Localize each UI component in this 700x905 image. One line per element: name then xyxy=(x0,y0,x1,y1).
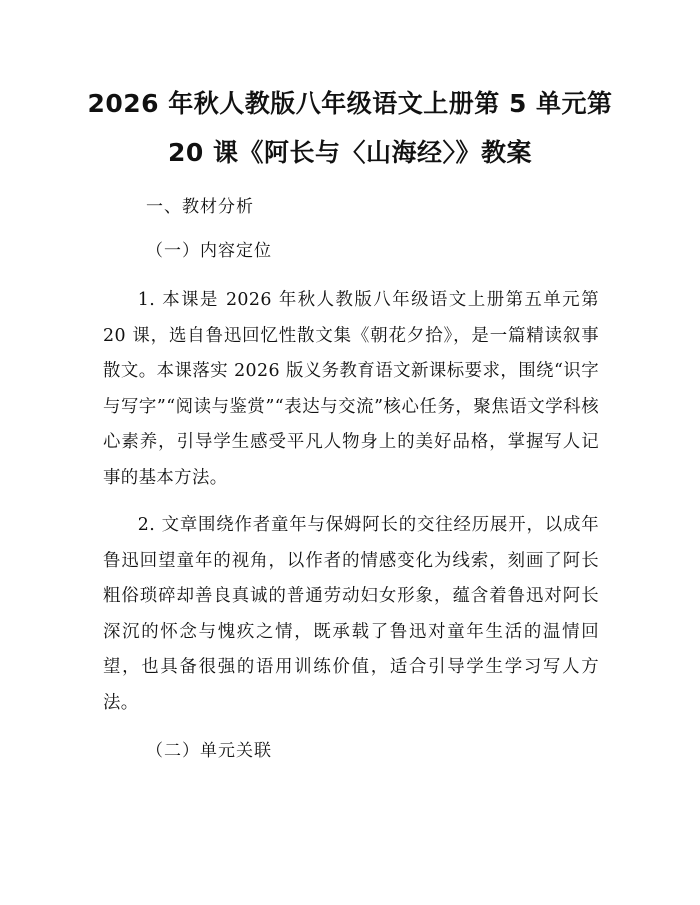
paragraph-2: 2. 文章围绕作者童年与保姆阿长的交往经历展开，以成年鲁迅回望童年的视角，以作者的情感变化为线索，刻画了阿长粗俗琐碎却善良真诚的普通劳动妇女形象，蕴含着鲁迅对阿长深沉的怀念与愧疚之情，既承载了鲁迅对童年生活的温情回望，也具备很强的语用训练价值，适合引导学生学习写人方法。 xyxy=(103,515,599,713)
section-heading-teaching-material-analysis: 一、教材分析 xyxy=(146,197,254,217)
document-title-line-2: 20 课《阿长与〈山海经〉》教案 xyxy=(168,138,532,167)
paragraph-1: 1. 本课是 2026 年秋人教版八年级语文上册第五单元第 20 课，选自鲁迅回忆性散文集《朝花夕拾》，是一篇精读叙事散文。本课落实 2026 版义务教育语文新课标要求，围绕“识字与写字”“阅读与鉴赏”“表达与交流”核心任务，聚焦语文学科核心素养，引导学生感受平凡人物身上的美好品格，掌握写人记事的基本方法。 xyxy=(103,290,599,488)
document-title-line-1: 2026 年秋人教版八年级语文上册第 5 单元第 xyxy=(87,89,613,118)
subsection-heading-unit-connection: （二）单元关联 xyxy=(146,741,272,761)
subsection-heading-content-positioning: （一）内容定位 xyxy=(146,241,272,261)
